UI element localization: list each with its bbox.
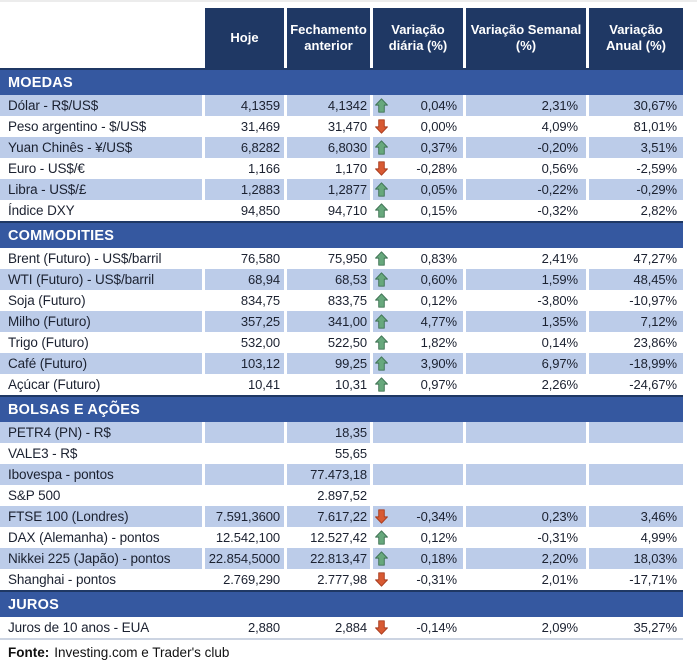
table-row	[0, 95, 683, 116]
row-label: Café (Futuro)	[0, 353, 205, 374]
cell-variacao-diaria	[373, 269, 466, 290]
value-variacao-semanal: -0,20%	[466, 137, 589, 158]
value-variacao-semanal: 4,09%	[466, 116, 589, 137]
row-label: Euro - US$/€	[0, 158, 205, 179]
table-row	[0, 311, 683, 332]
column-header-row	[205, 8, 683, 68]
value-variacao-diaria: 0,00%	[420, 119, 457, 134]
value-fechamento-anterior: 1,170	[287, 158, 373, 179]
table-row	[0, 527, 683, 548]
up-arrow-icon	[375, 314, 389, 330]
value-hoje: 2,880	[205, 617, 287, 638]
row-label: Nikkei 225 (Japão) - pontos	[0, 548, 205, 569]
section-title: BOLSAS E AÇÕES	[8, 401, 140, 418]
cell-variacao-diaria	[373, 158, 466, 179]
value-variacao-anual: 47,27%	[633, 251, 677, 266]
cell-variacao-diaria	[373, 311, 466, 332]
value-variacao-semanal: 2,41%	[466, 248, 589, 269]
value-fechamento-anterior: 2.777,98	[287, 569, 373, 590]
value-hoje: 6,8282	[205, 137, 287, 158]
section-title: JUROS	[8, 596, 59, 613]
column-header-hoje: Hoje	[205, 8, 287, 68]
value-variacao-diaria: 0,12%	[420, 293, 457, 308]
value-variacao-diaria: 0,37%	[420, 140, 457, 155]
down-arrow-icon	[375, 620, 389, 636]
row-label: VALE3 - R$	[0, 443, 205, 464]
row-label: Ibovespa - pontos	[0, 464, 205, 485]
value-fechamento-anterior: 99,25	[287, 353, 373, 374]
up-arrow-icon	[375, 251, 389, 267]
cell-variacao-diaria	[373, 443, 466, 464]
value-variacao-diaria: 0,12%	[420, 530, 457, 545]
up-arrow-icon	[375, 272, 389, 288]
table-row	[0, 548, 683, 569]
value-hoje: 4,1359	[205, 95, 287, 116]
value-variacao-semanal: 1,35%	[466, 311, 589, 332]
value-hoje: 834,75	[205, 290, 287, 311]
source-label: Fonte:	[8, 645, 50, 660]
value-variacao-semanal: -0,32%	[466, 200, 589, 221]
value-variacao-semanal: 0,23%	[466, 506, 589, 527]
value-fechamento-anterior: 2.897,52	[287, 485, 373, 506]
table-row	[0, 269, 683, 290]
value-variacao-diaria: -0,34%	[416, 509, 457, 524]
value-variacao-semanal: 1,59%	[466, 269, 589, 290]
value-fechamento-anterior: 77.473,18	[287, 464, 373, 485]
value-fechamento-anterior: 7.617,22	[287, 506, 373, 527]
table-row	[0, 485, 683, 506]
row-label: Dólar - R$/US$	[0, 95, 205, 116]
value-variacao-anual: 30,67%	[589, 95, 683, 116]
value-fechamento-anterior: 1,2877	[287, 179, 373, 200]
icon-placeholder	[375, 467, 389, 483]
value-variacao-anual: -10,97%	[629, 293, 677, 308]
up-arrow-icon	[375, 203, 389, 219]
icon-placeholder	[375, 488, 389, 504]
cell-variacao-diaria	[373, 548, 466, 569]
icon-placeholder	[375, 425, 389, 441]
cell-variacao-diaria	[373, 374, 466, 395]
table-row	[0, 422, 683, 443]
value-hoje: 2.769,290	[205, 569, 287, 590]
cell-variacao-diaria	[373, 290, 466, 311]
value-hoje: 12.542,100	[205, 527, 287, 548]
table-row	[0, 506, 683, 527]
table-row	[0, 137, 683, 158]
value-hoje: 31,469	[205, 116, 287, 137]
row-label: Libra - US$/£	[0, 179, 205, 200]
value-fechamento-anterior: 341,00	[287, 311, 373, 332]
value-hoje	[205, 464, 287, 485]
value-fechamento-anterior: 10,31	[287, 374, 373, 395]
section-band	[0, 221, 683, 248]
down-arrow-icon	[375, 119, 389, 135]
value-variacao-semanal: 2,26%	[466, 374, 589, 395]
value-hoje	[205, 485, 287, 506]
source-text: Investing.com e Trader's club	[54, 645, 230, 660]
value-variacao-anual	[589, 422, 683, 443]
value-variacao-diaria: -0,31%	[416, 572, 457, 587]
value-hoje: 94,850	[205, 200, 287, 221]
cell-variacao-diaria	[373, 332, 466, 353]
value-variacao-diaria: 0,97%	[420, 377, 457, 392]
row-label: DAX (Alemanha) - pontos	[0, 527, 205, 548]
section-band	[0, 590, 683, 617]
row-label: FTSE 100 (Londres)	[0, 506, 205, 527]
row-label: Açúcar (Futuro)	[0, 374, 205, 395]
value-fechamento-anterior: 94,710	[287, 200, 373, 221]
value-hoje: 532,00	[205, 332, 287, 353]
row-label: Brent (Futuro) - US$/barril	[0, 248, 205, 269]
value-hoje: 76,580	[205, 248, 287, 269]
value-hoje: 10,41	[205, 374, 287, 395]
table-row	[0, 248, 683, 269]
value-hoje: 7.591,3600	[205, 506, 287, 527]
section-title: COMMODITIES	[8, 227, 115, 244]
up-arrow-icon	[375, 293, 389, 309]
table-row	[0, 353, 683, 374]
value-variacao-semanal	[466, 485, 589, 506]
cell-variacao-diaria	[373, 569, 466, 590]
value-variacao-anual: 48,45%	[589, 269, 683, 290]
cell-variacao-diaria	[373, 179, 466, 200]
value-variacao-anual: 4,99%	[640, 530, 677, 545]
cell-variacao-diaria	[373, 617, 466, 638]
table-row	[0, 332, 683, 353]
value-variacao-diaria: -0,14%	[416, 620, 457, 635]
value-variacao-diaria: 1,82%	[420, 335, 457, 350]
column-header-variacao-semanal: Variação Semanal (%)	[466, 8, 589, 68]
up-arrow-icon	[375, 530, 389, 546]
section-band	[0, 68, 683, 95]
value-fechamento-anterior: 4,1342	[287, 95, 373, 116]
value-variacao-semanal: -0,22%	[466, 179, 589, 200]
value-fechamento-anterior: 6,8030	[287, 137, 373, 158]
value-fechamento-anterior: 12.527,42	[287, 527, 373, 548]
row-label: Juros de 10 anos - EUA	[0, 617, 205, 638]
value-variacao-anual: 23,86%	[633, 335, 677, 350]
section-title: MOEDAS	[8, 74, 73, 91]
value-variacao-anual: -0,29%	[589, 179, 683, 200]
down-arrow-icon	[375, 572, 389, 588]
up-arrow-icon	[375, 377, 389, 393]
value-variacao-anual: 35,27%	[633, 620, 677, 635]
up-arrow-icon	[375, 182, 389, 198]
value-variacao-semanal: 2,09%	[466, 617, 589, 638]
column-header-fechamento-anterior: Fechamento anterior	[287, 8, 373, 68]
value-variacao-anual	[589, 485, 683, 506]
row-label: Trigo (Futuro)	[0, 332, 205, 353]
value-hoje: 1,166	[205, 158, 287, 179]
cell-variacao-diaria	[373, 248, 466, 269]
cell-variacao-diaria	[373, 485, 466, 506]
value-fechamento-anterior: 522,50	[287, 332, 373, 353]
value-variacao-semanal: 2,20%	[466, 548, 589, 569]
value-fechamento-anterior: 2,884	[287, 617, 373, 638]
value-variacao-diaria: 0,15%	[420, 203, 457, 218]
cell-variacao-diaria	[373, 200, 466, 221]
up-arrow-icon	[375, 356, 389, 372]
value-hoje	[205, 422, 287, 443]
value-hoje: 68,94	[205, 269, 287, 290]
table-row	[0, 116, 683, 137]
value-fechamento-anterior: 68,53	[287, 269, 373, 290]
source-note	[8, 645, 697, 660]
value-variacao-diaria: 0,05%	[420, 182, 457, 197]
table-row	[0, 290, 683, 311]
value-variacao-diaria: -0,28%	[416, 161, 457, 176]
value-variacao-semanal: 2,31%	[466, 95, 589, 116]
row-label: PETR4 (PN) - R$	[0, 422, 205, 443]
value-variacao-diaria: 0,04%	[420, 98, 457, 113]
value-variacao-anual: -17,71%	[629, 572, 677, 587]
up-arrow-icon	[375, 551, 389, 567]
up-arrow-icon	[375, 140, 389, 156]
value-variacao-anual: 81,01%	[633, 119, 677, 134]
table-row	[0, 569, 683, 590]
value-fechamento-anterior: 31,470	[287, 116, 373, 137]
cell-variacao-diaria	[373, 116, 466, 137]
value-hoje: 1,2883	[205, 179, 287, 200]
cell-variacao-diaria	[373, 95, 466, 116]
value-hoje: 357,25	[205, 311, 287, 332]
table-row	[0, 374, 683, 395]
value-variacao-anual: -2,59%	[636, 161, 677, 176]
row-label: Índice DXY	[0, 200, 205, 221]
cell-variacao-diaria	[373, 527, 466, 548]
cell-variacao-diaria	[373, 353, 466, 374]
value-variacao-anual: 3,51%	[589, 137, 683, 158]
cell-variacao-diaria	[373, 422, 466, 443]
table-row	[0, 158, 683, 179]
value-variacao-anual: 18,03%	[589, 548, 683, 569]
value-fechamento-anterior: 18,35	[287, 422, 373, 443]
value-variacao-semanal	[466, 443, 589, 464]
value-variacao-anual: -18,99%	[589, 353, 683, 374]
cell-variacao-diaria	[373, 464, 466, 485]
value-variacao-diaria: 0,83%	[420, 251, 457, 266]
value-variacao-anual	[589, 464, 683, 485]
down-arrow-icon	[375, 161, 389, 177]
value-variacao-semanal: 0,14%	[466, 332, 589, 353]
cell-variacao-diaria	[373, 137, 466, 158]
table-row	[0, 200, 683, 221]
table-row	[0, 443, 683, 464]
market-table	[0, 2, 683, 640]
value-variacao-semanal: -3,80%	[466, 290, 589, 311]
value-fechamento-anterior: 22.813,47	[287, 548, 373, 569]
row-label: Milho (Futuro)	[0, 311, 205, 332]
value-variacao-diaria: 4,77%	[420, 314, 457, 329]
down-arrow-icon	[375, 509, 389, 525]
value-variacao-diaria: 0,60%	[420, 272, 457, 287]
row-label: WTI (Futuro) - US$/barril	[0, 269, 205, 290]
table-row	[0, 179, 683, 200]
value-variacao-semanal	[466, 422, 589, 443]
value-variacao-anual: 7,12%	[589, 311, 683, 332]
up-arrow-icon	[375, 98, 389, 114]
value-variacao-anual: 3,46%	[589, 506, 683, 527]
up-arrow-icon	[375, 335, 389, 351]
row-label: Peso argentino - $/US$	[0, 116, 205, 137]
value-variacao-anual: 2,82%	[640, 203, 677, 218]
value-hoje	[205, 443, 287, 464]
column-header-variacao-anual: Variação Anual (%)	[589, 8, 683, 68]
value-variacao-diaria: 0,18%	[420, 551, 457, 566]
value-fechamento-anterior: 75,950	[287, 248, 373, 269]
value-hoje: 22.854,5000	[205, 548, 287, 569]
value-hoje: 103,12	[205, 353, 287, 374]
row-label: Shanghai - pontos	[0, 569, 205, 590]
table-row	[0, 617, 683, 640]
table-row	[0, 464, 683, 485]
value-variacao-semanal: 2,01%	[466, 569, 589, 590]
value-variacao-semanal: 0,56%	[466, 158, 589, 179]
column-header-variacao-diaria: Variação diária (%)	[373, 8, 466, 68]
value-variacao-semanal: 6,97%	[466, 353, 589, 374]
row-label: Soja (Futuro)	[0, 290, 205, 311]
cell-variacao-diaria	[373, 506, 466, 527]
row-label: S&P 500	[0, 485, 205, 506]
value-fechamento-anterior: 833,75	[287, 290, 373, 311]
icon-placeholder	[375, 446, 389, 462]
value-variacao-semanal: -0,31%	[466, 527, 589, 548]
value-variacao-anual	[589, 443, 683, 464]
value-variacao-diaria: 3,90%	[420, 356, 457, 371]
value-fechamento-anterior: 55,65	[287, 443, 373, 464]
value-variacao-anual: -24,67%	[629, 377, 677, 392]
table-body	[0, 68, 683, 640]
section-band	[0, 395, 683, 422]
value-variacao-semanal	[466, 464, 589, 485]
row-label: Yuan Chinês - ¥/US$	[0, 137, 205, 158]
